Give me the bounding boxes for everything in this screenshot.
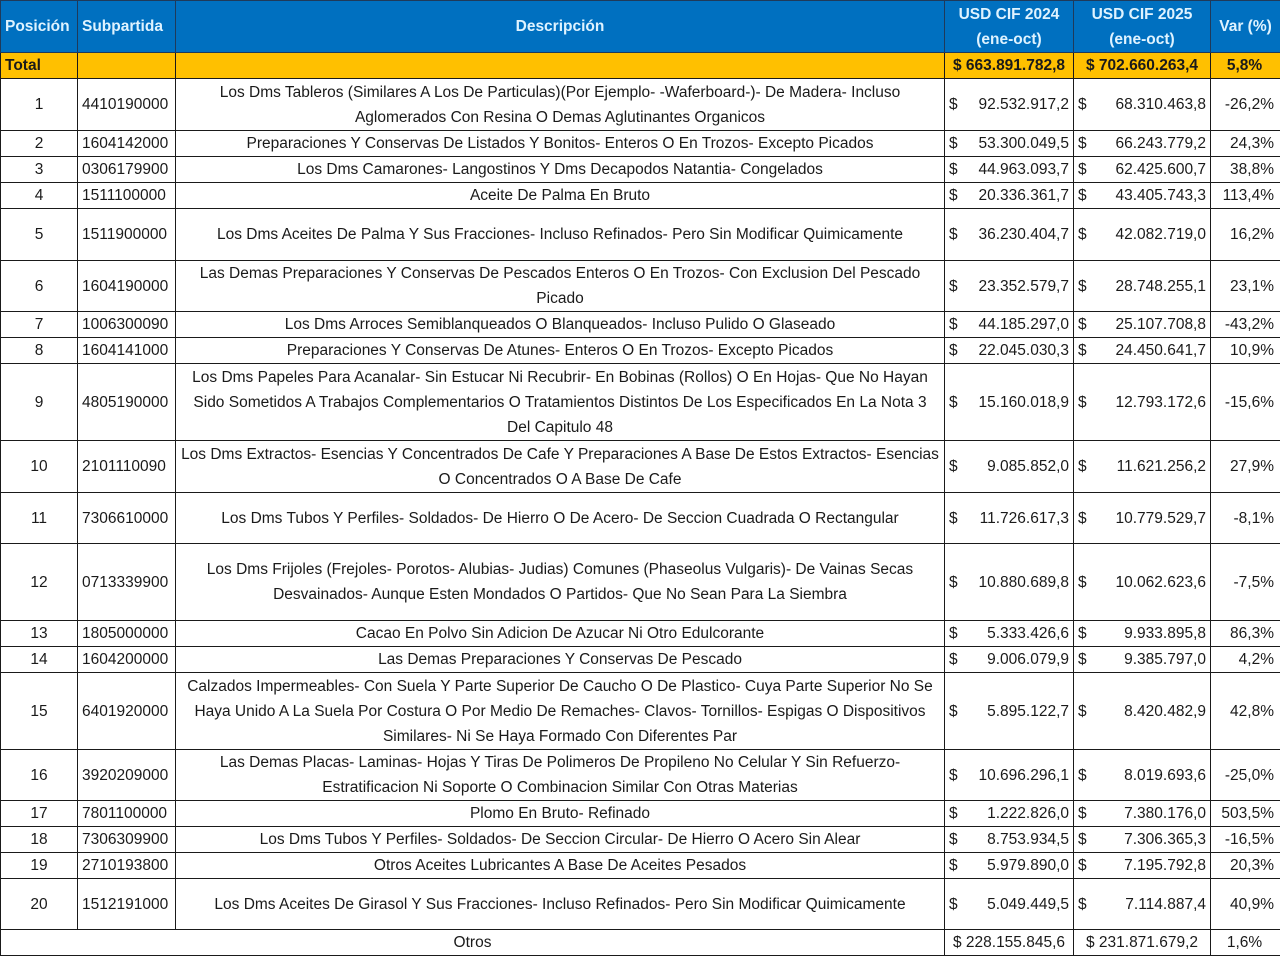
cell-position: 5 — [1, 209, 78, 261]
amount-2025: 11.621.256,2 — [1117, 454, 1206, 479]
others-label: Otros — [1, 930, 945, 956]
cell-usd-2025 — [1074, 312, 1211, 338]
cell-var: 10,9% — [1211, 338, 1280, 364]
amount-2025: 28.748.255,1 — [1115, 274, 1206, 299]
header-usd-2024-period: (ene-oct) — [949, 27, 1069, 52]
amount-2025: 68.310.463,8 — [1115, 92, 1206, 117]
cell-description: Los Dms Tubos Y Perfiles- Soldados- De Hierro O De Acero- De Seccion Cuadrada O Rectangular — [176, 493, 945, 544]
cell-usd-2025 — [1074, 157, 1211, 183]
cell-var: 27,9% — [1211, 441, 1280, 493]
cell-description: Los Dms Tubos Y Perfiles- Soldados- De Seccion Circular- De Hierro O Acero Sin Alear — [176, 827, 945, 853]
cell-usd-2025 — [1074, 131, 1211, 157]
cell-subheading: 7801100000 — [78, 801, 176, 827]
cell-position: 10 — [1, 441, 78, 493]
cell-subheading: 3920209000 — [78, 750, 176, 801]
currency-symbol: $ — [1078, 621, 1087, 646]
cell-position: 16 — [1, 750, 78, 801]
cell-var: 113,4% — [1211, 183, 1280, 209]
amount-2024: 44.963.093,7 — [978, 157, 1069, 182]
cell-description: Los Dms Papeles Para Acanalar- Sin Estucar Ni Recubrir- En Bobinas (Rollos) O En Hojas- Que No Hayan Sido Sometidos A Trabajos Complementarios O Tratamientos Distintos De Los Especificados En La Nota 3 Del Capitulo 48 — [176, 364, 945, 441]
amount-2024: 92.532.917,2 — [978, 92, 1069, 117]
cell-usd-2024 — [945, 79, 1074, 131]
cell-description: Las Demas Placas- Laminas- Hojas Y Tiras De Polimeros De Propileno No Celular Y Sin Refuerzo- Estratificacion Ni Soporte O Combinacion Similar Con Otras Materias — [176, 750, 945, 801]
table-row — [1, 183, 1280, 209]
currency-symbol: $ — [1078, 699, 1087, 724]
cell-subheading: 1604200000 — [78, 647, 176, 673]
cell-usd-2025 — [1074, 544, 1211, 621]
cell-subheading: 4805190000 — [78, 364, 176, 441]
cell-subheading: 0713339900 — [78, 544, 176, 621]
cell-subheading: 7306309900 — [78, 827, 176, 853]
amount-2024: 9.085.852,0 — [987, 454, 1069, 479]
header-usd-2025-period: (ene-oct) — [1078, 27, 1206, 52]
amount-2025: 7.114.887,4 — [1125, 892, 1206, 917]
table-row — [1, 338, 1280, 364]
cell-position: 15 — [1, 673, 78, 750]
currency-symbol: $ — [949, 621, 958, 646]
currency-symbol: $ — [1078, 853, 1087, 878]
cell-var: -25,0% — [1211, 750, 1280, 801]
amount-2025: 24.450.641,7 — [1115, 338, 1206, 363]
cell-usd-2025 — [1074, 673, 1211, 750]
cell-usd-2024 — [945, 157, 1074, 183]
amount-2024: 10.696.296,1 — [978, 763, 1069, 788]
amount-2024: 36.230.404,7 — [978, 222, 1069, 247]
cell-var: 4,2% — [1211, 647, 1280, 673]
cell-usd-2024 — [945, 750, 1074, 801]
cell-position: 2 — [1, 131, 78, 157]
table-row — [1, 493, 1280, 544]
table-row — [1, 621, 1280, 647]
cell-usd-2025 — [1074, 853, 1211, 879]
cell-usd-2025 — [1074, 621, 1211, 647]
cell-position: 11 — [1, 493, 78, 544]
others-row — [1, 930, 1280, 956]
cell-usd-2024 — [945, 261, 1074, 312]
header-usd-2024-label: USD CIF 2024 — [949, 2, 1069, 27]
currency-symbol: $ — [949, 131, 958, 156]
cell-description: Las Demas Preparaciones Y Conservas De Pescado — [176, 647, 945, 673]
amount-2025: 8.420.482,9 — [1124, 699, 1206, 724]
currency-symbol: $ — [949, 92, 958, 117]
table-row — [1, 801, 1280, 827]
currency-symbol: $ — [1078, 647, 1087, 672]
cell-var: 38,8% — [1211, 157, 1280, 183]
currency-symbol: $ — [1078, 131, 1087, 156]
table-row — [1, 441, 1280, 493]
currency-symbol: $ — [949, 647, 958, 672]
total-row — [1, 53, 1280, 79]
cell-position: 18 — [1, 827, 78, 853]
cell-usd-2024 — [945, 209, 1074, 261]
cell-var: -43,2% — [1211, 312, 1280, 338]
cell-var: -8,1% — [1211, 493, 1280, 544]
cell-usd-2024 — [945, 801, 1074, 827]
others-usd-2025: $ 231.871.679,2 — [1074, 930, 1211, 956]
cell-subheading: 1511100000 — [78, 183, 176, 209]
others-var: 1,6% — [1211, 930, 1280, 956]
cell-subheading: 6401920000 — [78, 673, 176, 750]
cell-position: 8 — [1, 338, 78, 364]
currency-symbol: $ — [1078, 506, 1087, 531]
total-description-empty — [176, 53, 945, 79]
table-row — [1, 544, 1280, 621]
table-row — [1, 79, 1280, 131]
amount-2025: 8.019.693,6 — [1124, 763, 1206, 788]
amount-2024: 10.880.689,8 — [978, 570, 1069, 595]
currency-symbol: $ — [1078, 92, 1087, 117]
amount-2025: 10.779.529,7 — [1115, 506, 1206, 531]
header-description[interactable]: Descripción — [176, 1, 945, 53]
currency-symbol: $ — [949, 699, 958, 724]
cell-description: Cacao En Polvo Sin Adicion De Azucar Ni Otro Edulcorante — [176, 621, 945, 647]
table-row — [1, 750, 1280, 801]
currency-symbol: $ — [949, 274, 958, 299]
table-row — [1, 853, 1280, 879]
currency-symbol: $ — [949, 827, 958, 852]
cell-position: 12 — [1, 544, 78, 621]
total-label: Total — [1, 53, 78, 79]
cell-usd-2024 — [945, 827, 1074, 853]
cell-usd-2024 — [945, 493, 1074, 544]
cell-var: -16,5% — [1211, 827, 1280, 853]
currency-symbol: $ — [949, 183, 958, 208]
table-row — [1, 647, 1280, 673]
cell-position: 14 — [1, 647, 78, 673]
currency-symbol: $ — [949, 454, 958, 479]
table-row — [1, 157, 1280, 183]
currency-symbol: $ — [1078, 827, 1087, 852]
currency-symbol: $ — [1078, 454, 1087, 479]
cell-usd-2025 — [1074, 338, 1211, 364]
cell-description: Otros Aceites Lubricantes A Base De Aceites Pesados — [176, 853, 945, 879]
cell-subheading: 1511900000 — [78, 209, 176, 261]
total-var: 5,8% — [1211, 53, 1280, 79]
header-var[interactable]: Var (%) — [1211, 1, 1280, 53]
table-row — [1, 879, 1280, 930]
currency-symbol: $ — [949, 312, 958, 337]
amount-2025: 62.425.600,7 — [1115, 157, 1206, 182]
amount-2024: 5.979.890,0 — [987, 853, 1069, 878]
cell-usd-2025 — [1074, 647, 1211, 673]
cell-position: 19 — [1, 853, 78, 879]
cell-subheading: 7306610000 — [78, 493, 176, 544]
total-usd-2024: $ 663.891.782,8 — [945, 53, 1074, 79]
table-row — [1, 131, 1280, 157]
cell-usd-2024 — [945, 364, 1074, 441]
cell-usd-2025 — [1074, 441, 1211, 493]
header-usd-2025-label: USD CIF 2025 — [1078, 2, 1206, 27]
cell-usd-2025 — [1074, 209, 1211, 261]
cell-usd-2024 — [945, 131, 1074, 157]
cell-var: 86,3% — [1211, 621, 1280, 647]
cell-usd-2025 — [1074, 261, 1211, 312]
amount-2024: 1.222.826,0 — [987, 801, 1069, 826]
cell-subheading: 1604190000 — [78, 261, 176, 312]
amount-2024: 8.753.934,5 — [987, 827, 1069, 852]
table-row — [1, 261, 1280, 312]
header-subheading[interactable]: Subpartida — [78, 1, 176, 53]
cell-description: Preparaciones Y Conservas De Atunes- Enteros O En Trozos- Excepto Picados — [176, 338, 945, 364]
amount-2025: 7.306.365,3 — [1124, 827, 1206, 852]
amount-2024: 5.895.122,7 — [987, 699, 1069, 724]
currency-symbol: $ — [1078, 390, 1087, 415]
amount-2025: 10.062.623,6 — [1115, 570, 1206, 595]
others-usd-2024: $ 228.155.845,6 — [945, 930, 1074, 956]
amount-2024: 22.045.030,3 — [978, 338, 1069, 363]
cell-description: Los Dms Tableros (Similares A Los De Particulas)(Por Ejemplo- -Waferboard-)- De Madera- Incluso Aglomerados Con Resina O Demas Aglutinantes Organicos — [176, 79, 945, 131]
cell-description: Aceite De Palma En Bruto — [176, 183, 945, 209]
currency-symbol: $ — [1078, 157, 1087, 182]
cell-description: Los Dms Aceites De Palma Y Sus Fracciones- Incluso Refinados- Pero Sin Modificar Quimicamente — [176, 209, 945, 261]
cell-description: Los Dms Camarones- Langostinos Y Dms Decapodos Natantia- Congelados — [176, 157, 945, 183]
currency-symbol: $ — [1078, 183, 1087, 208]
currency-symbol: $ — [949, 853, 958, 878]
cell-var: 42,8% — [1211, 673, 1280, 750]
currency-symbol: $ — [949, 338, 958, 363]
cell-usd-2024 — [945, 673, 1074, 750]
cell-description: Los Dms Extractos- Esencias Y Concentrados De Cafe Y Preparaciones A Base De Estos Extractos- Esencias O Concentrados O A Base De Cafe — [176, 441, 945, 493]
cell-usd-2024 — [945, 647, 1074, 673]
amount-2025: 7.380.176,0 — [1124, 801, 1206, 826]
cell-description: Las Demas Preparaciones Y Conservas De Pescados Enteros O En Trozos- Con Exclusion Del Pescado Picado — [176, 261, 945, 312]
cell-usd-2024 — [945, 853, 1074, 879]
cell-var: 503,5% — [1211, 801, 1280, 827]
cell-subheading: 4410190000 — [78, 79, 176, 131]
cell-description: Los Dms Frijoles (Frejoles- Porotos- Alubias- Judias) Comunes (Phaseolus Vulgaris)- De Vainas Secas Desvainados- Aunque Esten Mondados O Partidos- Que No Sean Para La Siembra — [176, 544, 945, 621]
cell-usd-2025 — [1074, 879, 1211, 930]
cell-usd-2024 — [945, 312, 1074, 338]
amount-2024: 53.300.049,5 — [978, 131, 1069, 156]
cell-var: 20,3% — [1211, 853, 1280, 879]
currency-symbol: $ — [949, 390, 958, 415]
amount-2024: 20.336.361,7 — [978, 183, 1069, 208]
cell-usd-2025 — [1074, 79, 1211, 131]
currency-symbol: $ — [1078, 222, 1087, 247]
cell-description: Plomo En Bruto- Refinado — [176, 801, 945, 827]
amount-2024: 5.049.449,5 — [987, 892, 1069, 917]
cell-position: 9 — [1, 364, 78, 441]
cell-subheading: 1512191000 — [78, 879, 176, 930]
currency-symbol: $ — [1078, 274, 1087, 299]
amount-2024: 9.006.079,9 — [987, 647, 1069, 672]
currency-symbol: $ — [949, 506, 958, 531]
total-usd-2025: $ 702.660.263,4 — [1074, 53, 1211, 79]
amount-2024: 44.185.297,0 — [978, 312, 1069, 337]
currency-symbol: $ — [949, 157, 958, 182]
amount-2025: 66.243.779,2 — [1115, 131, 1206, 156]
currency-symbol: $ — [1078, 338, 1087, 363]
currency-symbol: $ — [949, 570, 958, 595]
amount-2025: 7.195.792,8 — [1124, 853, 1206, 878]
amount-2025: 25.107.708,8 — [1115, 312, 1206, 337]
cell-var: 16,2% — [1211, 209, 1280, 261]
total-subheading-empty — [78, 53, 176, 79]
amount-2025: 43.405.743,3 — [1115, 183, 1206, 208]
cell-position: 3 — [1, 157, 78, 183]
amount-2025: 12.793.172,6 — [1115, 390, 1206, 415]
header-row — [1, 1, 1280, 53]
cell-usd-2024 — [945, 338, 1074, 364]
cell-description: Los Dms Arroces Semiblanqueados O Blanqueados- Incluso Pulido O Glaseado — [176, 312, 945, 338]
amount-2025: 42.082.719,0 — [1115, 222, 1206, 247]
cell-subheading: 1805000000 — [78, 621, 176, 647]
currency-symbol: $ — [949, 222, 958, 247]
cell-position: 13 — [1, 621, 78, 647]
header-position[interactable]: Posición — [1, 1, 78, 53]
cell-usd-2024 — [945, 183, 1074, 209]
cell-subheading: 1604142000 — [78, 131, 176, 157]
cell-subheading: 2710193800 — [78, 853, 176, 879]
cell-usd-2024 — [945, 544, 1074, 621]
cell-description: Los Dms Aceites De Girasol Y Sus Fracciones- Incluso Refinados- Pero Sin Modificar Quimicamente — [176, 879, 945, 930]
table-row — [1, 312, 1280, 338]
amount-2024: 23.352.579,7 — [978, 274, 1069, 299]
cell-var: -7,5% — [1211, 544, 1280, 621]
cell-subheading: 2101110090 — [78, 441, 176, 493]
table-row — [1, 827, 1280, 853]
table-row — [1, 673, 1280, 750]
amount-2025: 9.385.797,0 — [1124, 647, 1206, 672]
cell-usd-2025 — [1074, 364, 1211, 441]
cell-description: Calzados Impermeables- Con Suela Y Parte Superior De Caucho O De Plastico- Cuya Parte Superior No Se Haya Unido A La Suela Por Costura O Por Medio De Remaches- Clavos- Tornillos- Espigas O Dispositivos Similares- Ni Se Haya Formado Con Diferentes Par — [176, 673, 945, 750]
currency-symbol: $ — [1078, 801, 1087, 826]
cell-usd-2024 — [945, 621, 1074, 647]
cell-var: 24,3% — [1211, 131, 1280, 157]
currency-symbol: $ — [949, 763, 958, 788]
cell-var: 40,9% — [1211, 879, 1280, 930]
cell-usd-2025 — [1074, 801, 1211, 827]
amount-2025: 9.933.895,8 — [1124, 621, 1206, 646]
cell-description: Preparaciones Y Conservas De Listados Y Bonitos- Enteros O En Trozos- Excepto Picados — [176, 131, 945, 157]
cell-usd-2025 — [1074, 183, 1211, 209]
cell-usd-2025 — [1074, 493, 1211, 544]
cell-subheading: 1604141000 — [78, 338, 176, 364]
table-row — [1, 209, 1280, 261]
header-usd-2024[interactable] — [945, 1, 1074, 53]
cell-usd-2024 — [945, 879, 1074, 930]
cell-var: -15,6% — [1211, 364, 1280, 441]
amount-2024: 11.726.617,3 — [980, 506, 1069, 531]
currency-symbol: $ — [949, 892, 958, 917]
cell-usd-2025 — [1074, 750, 1211, 801]
cell-var: 23,1% — [1211, 261, 1280, 312]
currency-symbol: $ — [1078, 892, 1087, 917]
cell-usd-2024 — [945, 441, 1074, 493]
currency-symbol: $ — [1078, 570, 1087, 595]
currency-symbol: $ — [949, 801, 958, 826]
amount-2024: 15.160.018,9 — [978, 390, 1069, 415]
cell-position: 1 — [1, 79, 78, 131]
amount-2024: 5.333.426,6 — [987, 621, 1069, 646]
cell-position: 4 — [1, 183, 78, 209]
cell-position: 6 — [1, 261, 78, 312]
cell-var: -26,2% — [1211, 79, 1280, 131]
table-row — [1, 364, 1280, 441]
cell-usd-2025 — [1074, 827, 1211, 853]
currency-symbol: $ — [1078, 763, 1087, 788]
cell-position: 20 — [1, 879, 78, 930]
header-usd-2025[interactable] — [1074, 1, 1211, 53]
cell-subheading: 1006300090 — [78, 312, 176, 338]
cell-position: 17 — [1, 801, 78, 827]
cell-position: 7 — [1, 312, 78, 338]
cell-subheading: 0306179900 — [78, 157, 176, 183]
currency-symbol: $ — [1078, 312, 1087, 337]
